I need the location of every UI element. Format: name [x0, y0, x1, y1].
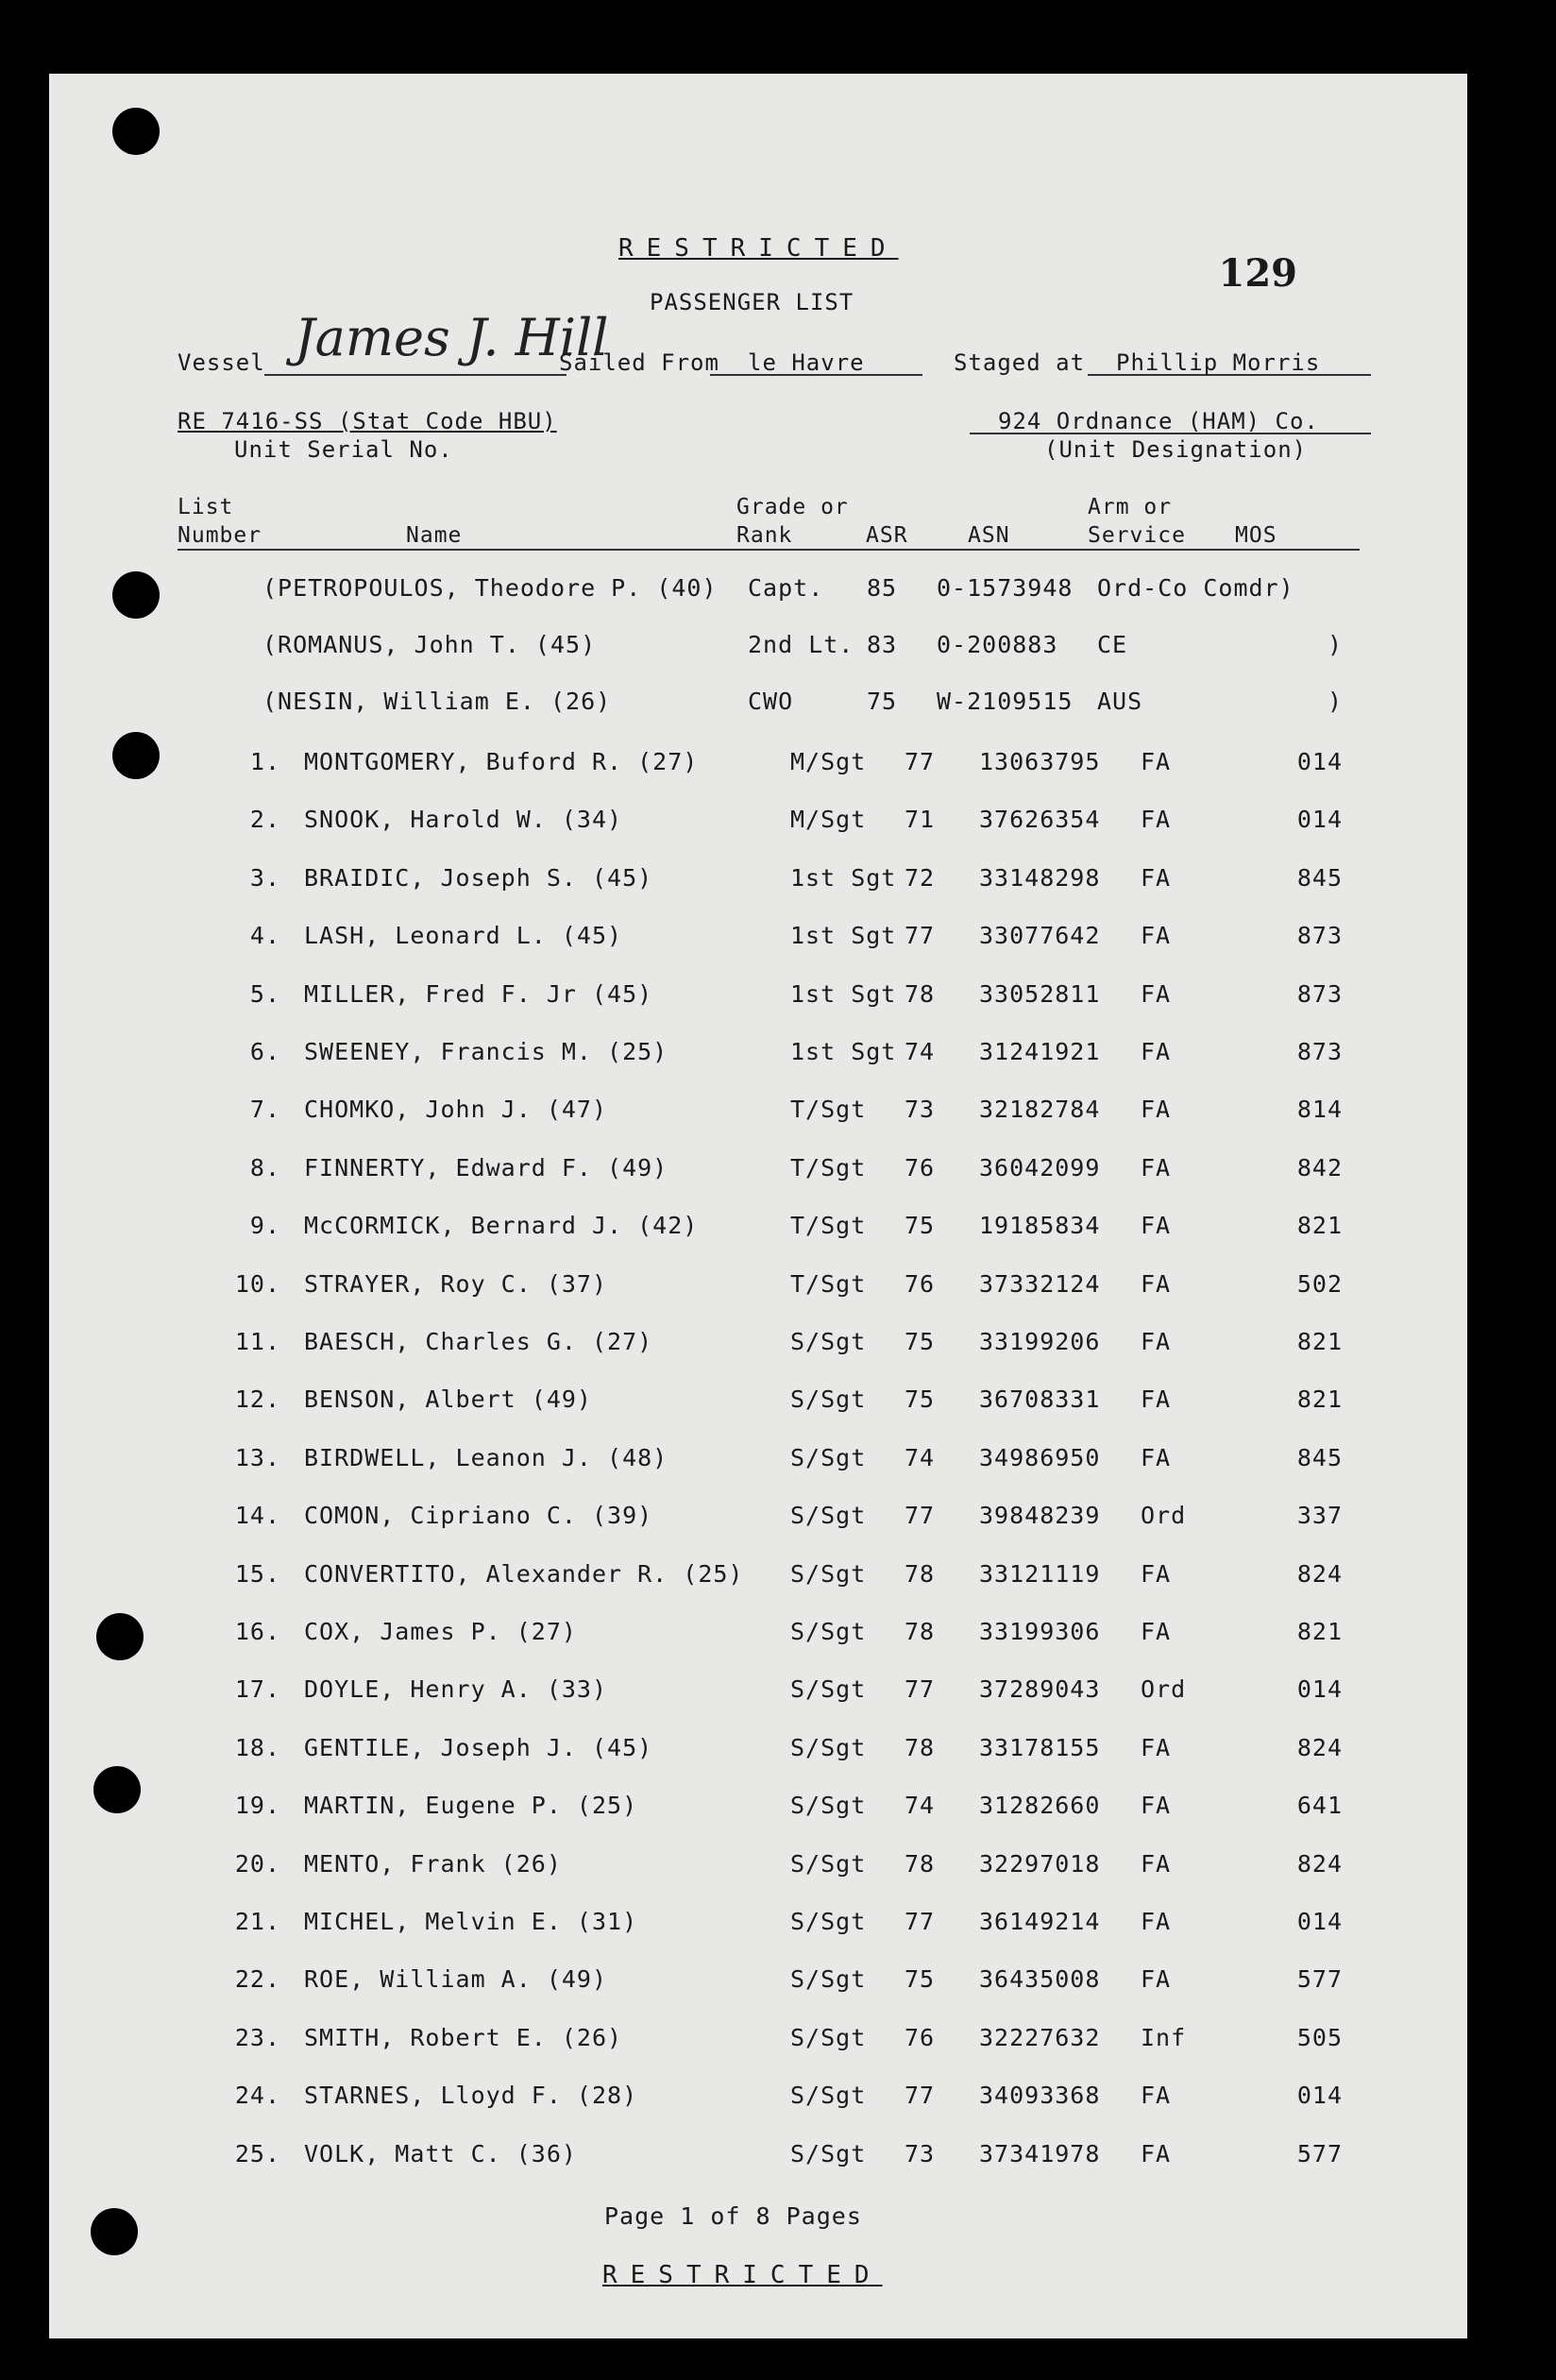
col-mos: MOS [1235, 523, 1277, 548]
grade: 1st Sgt [790, 922, 897, 950]
passenger-name: BIRDWELL, Leanon J. (48) [304, 1443, 668, 1471]
asn: 36708331 [979, 1386, 1101, 1414]
arm-service: FA [1141, 922, 1172, 950]
list-number: 19. [234, 1792, 280, 1820]
mos: 873 [1296, 979, 1343, 1008]
sailed-from-value: le Havre [748, 349, 865, 376]
asn: 37289043 [979, 1675, 1101, 1704]
officer-name: (ROMANUS, John T. (45) [262, 631, 597, 658]
mos: 821 [1296, 1328, 1343, 1355]
officer-asr: 83 [867, 631, 898, 658]
grade: M/Sgt [790, 748, 867, 775]
passenger-name: FINNERTY, Edward F. (49) [304, 1153, 668, 1182]
grade: T/Sgt [790, 1096, 867, 1124]
asr: 73 [905, 2139, 936, 2168]
asr: 73 [905, 1096, 936, 1124]
document-title: PASSENGER LIST [650, 289, 854, 315]
list-number: 20. [234, 1849, 280, 1878]
list-number: 9. [249, 1212, 280, 1240]
mos: 821 [1296, 1212, 1343, 1240]
sailed-from-label: Sailed From [559, 349, 719, 376]
passenger-row [49, 1734, 1467, 1772]
col-arm-line2: Service [1088, 523, 1186, 548]
asr: 71 [905, 806, 936, 834]
asn: 31282660 [979, 1792, 1101, 1820]
passenger-name: CHOMKO, John J. (47) [304, 1096, 608, 1124]
vessel-label: Vessel [178, 349, 265, 376]
passenger-name: ROE, William A. (49) [304, 1965, 608, 1994]
arm-service: FA [1141, 1386, 1172, 1414]
passenger-name: VOLK, Matt C. (36) [304, 2139, 577, 2168]
passenger-name: COX, James P. (27) [304, 1618, 577, 1645]
passenger-row [49, 1965, 1467, 2003]
list-number: 15. [234, 1559, 280, 1588]
asr: 77 [905, 1502, 936, 1530]
asr: 76 [905, 1153, 936, 1182]
passenger-name: CONVERTITO, Alexander R. (25) [304, 1559, 744, 1588]
asn: 13063795 [979, 748, 1101, 775]
grade: 1st Sgt [790, 1038, 897, 1065]
passenger-name: STRAYER, Roy C. (37) [304, 1269, 608, 1298]
mos: 014 [1296, 1908, 1343, 1935]
officer-name: (NESIN, William E. (26) [262, 688, 612, 715]
grade: S/Sgt [790, 1908, 867, 1935]
arm-service: FA [1141, 1096, 1172, 1124]
asn: 32297018 [979, 1849, 1101, 1878]
passenger-row [49, 1270, 1467, 1308]
classification-footer: RESTRICTED [602, 2261, 883, 2289]
asr: 78 [905, 1733, 936, 1761]
passenger-name: MONTGOMERY, Buford R. (27) [304, 748, 699, 775]
page-count: Page 1 of 8 Pages [604, 2202, 862, 2230]
mos: 845 [1296, 863, 1343, 892]
vessel-name-handwritten: James J. Hill [295, 308, 609, 367]
col-asn: ASN [968, 523, 1010, 548]
list-number: 7. [249, 1096, 280, 1124]
staged-at-value: Phillip Morris [1116, 349, 1321, 376]
officer-asr: 85 [867, 574, 898, 602]
vessel-underline [264, 374, 567, 376]
grade: S/Sgt [790, 1849, 867, 1878]
col-list-number-line2: Number [178, 523, 262, 548]
passenger-name: McCORMICK, Bernard J. (42) [304, 1212, 699, 1240]
arm-service: FA [1141, 2082, 1172, 2110]
arm-service: FA [1141, 1908, 1172, 1935]
list-number: 6. [249, 1038, 280, 1065]
arm-service: FA [1141, 979, 1172, 1008]
grade: S/Sgt [790, 2139, 867, 2168]
list-number: 14. [234, 1502, 280, 1530]
asn: 33178155 [979, 1733, 1101, 1761]
col-asr: ASR [866, 523, 908, 548]
asn: 32227632 [979, 2023, 1101, 2051]
asn: 36435008 [979, 1965, 1101, 1994]
asn: 33121119 [979, 1559, 1101, 1588]
officer-row [49, 631, 1467, 669]
asn: 37341978 [979, 2139, 1101, 2168]
officer-name: (PETROPOULOS, Theodore P. (40) [262, 574, 718, 602]
asr: 78 [905, 1849, 936, 1878]
grade: S/Sgt [790, 2082, 867, 2110]
grade: S/Sgt [790, 1502, 867, 1530]
asr: 74 [905, 1443, 936, 1471]
passenger-name: LASH, Leonard L. (45) [304, 922, 623, 950]
mos: 337 [1296, 1502, 1343, 1530]
grade: 1st Sgt [790, 979, 897, 1008]
grade: S/Sgt [790, 1965, 867, 1994]
asn: 37626354 [979, 806, 1101, 834]
asr: 77 [905, 748, 936, 775]
passenger-row [49, 1792, 1467, 1829]
arm-service: Inf [1141, 2023, 1187, 2051]
document-page [49, 74, 1467, 2338]
mos: 821 [1296, 1618, 1343, 1645]
grade: S/Sgt [790, 1443, 867, 1471]
passenger-name: BAESCH, Charles G. (27) [304, 1328, 653, 1355]
officer-row [49, 688, 1467, 725]
passenger-row [49, 922, 1467, 960]
asr: 77 [905, 922, 936, 950]
mos: 641 [1296, 1792, 1343, 1820]
list-number: 1. [249, 748, 280, 775]
col-grade-line1: Grade or [736, 495, 849, 519]
passenger-row [49, 1096, 1467, 1133]
arm-service: FA [1141, 748, 1172, 775]
grade: S/Sgt [790, 1733, 867, 1761]
arm-service: FA [1141, 1559, 1172, 1588]
passenger-row [49, 1386, 1467, 1423]
arm-service: FA [1141, 1212, 1172, 1240]
asr: 77 [905, 1675, 936, 1704]
list-number: 12. [234, 1386, 280, 1414]
passenger-row [49, 980, 1467, 1018]
passenger-row [49, 864, 1467, 902]
asn: 19185834 [979, 1212, 1101, 1240]
asn: 33199306 [979, 1618, 1101, 1645]
passenger-row [49, 1675, 1467, 1713]
arm-service: Ord [1141, 1675, 1187, 1704]
passenger-name: BRAIDIC, Joseph S. (45) [304, 863, 653, 892]
arm-service: Ord [1141, 1502, 1187, 1530]
mos: 505 [1296, 2023, 1343, 2051]
list-number: 23. [234, 2023, 280, 2051]
passenger-name: MICHEL, Melvin E. (31) [304, 1908, 638, 1935]
officer-arm: Ord-Co Comdr) [1097, 574, 1294, 602]
asr: 78 [905, 1559, 936, 1588]
grade: T/Sgt [790, 1212, 867, 1240]
passenger-name: DOYLE, Henry A. (33) [304, 1675, 608, 1704]
officer-asn: W-2109515 [937, 688, 1074, 715]
asr: 75 [905, 1965, 936, 1994]
staged-at-label: Staged at [954, 349, 1086, 376]
asr: 78 [905, 1618, 936, 1645]
arm-service: FA [1141, 863, 1172, 892]
arm-service: FA [1141, 1792, 1172, 1820]
grade: S/Sgt [790, 1559, 867, 1588]
passenger-row [49, 1038, 1467, 1076]
passenger-name: MILLER, Fred F. Jr (45) [304, 979, 653, 1008]
officer-row [49, 574, 1467, 612]
list-number: 11. [234, 1328, 280, 1355]
officer-grade: CWO [748, 688, 794, 715]
asn: 37332124 [979, 1269, 1101, 1298]
passenger-row [49, 1444, 1467, 1482]
passenger-row [49, 1212, 1467, 1250]
asr: 75 [905, 1212, 936, 1240]
passenger-row [49, 2140, 1467, 2178]
asr: 76 [905, 1269, 936, 1298]
list-number: 16. [234, 1618, 280, 1645]
passenger-name: COMON, Cipriano C. (39) [304, 1502, 653, 1530]
mos: 873 [1296, 922, 1343, 950]
mos: 014 [1296, 2082, 1343, 2110]
asn: 39848239 [979, 1502, 1101, 1530]
punch-hole [91, 2208, 138, 2255]
asr: 75 [905, 1328, 936, 1355]
officer-grade: 2nd Lt. [748, 631, 854, 658]
passenger-row [49, 1154, 1467, 1192]
classification-header: RESTRICTED [618, 234, 899, 263]
passenger-row [49, 1560, 1467, 1598]
col-name: Name [406, 523, 463, 548]
asr: 76 [905, 2023, 936, 2051]
grade: T/Sgt [790, 1153, 867, 1182]
list-number: 8. [249, 1153, 280, 1182]
passenger-name: GENTILE, Joseph J. (45) [304, 1733, 653, 1761]
officer-grade: Capt. [748, 574, 824, 602]
passenger-row [49, 2082, 1467, 2119]
mos: 824 [1296, 1733, 1343, 1761]
col-list-number-line1: List [178, 495, 234, 519]
arm-service: FA [1141, 1269, 1172, 1298]
list-number: 24. [234, 2082, 280, 2110]
passenger-name: MARTIN, Eugene P. (25) [304, 1792, 638, 1820]
arm-service: FA [1141, 1328, 1172, 1355]
list-number: 3. [249, 863, 280, 892]
arm-service: FA [1141, 2139, 1172, 2168]
asr: 78 [905, 979, 936, 1008]
mos: 824 [1296, 1559, 1343, 1588]
mos: 502 [1296, 1269, 1343, 1298]
list-number: 21. [234, 1908, 280, 1935]
passenger-name: MENTO, Frank (26) [304, 1849, 562, 1878]
list-number: 2. [249, 806, 280, 834]
grade: S/Sgt [790, 1792, 867, 1820]
col-arm-line1: Arm or [1088, 495, 1173, 519]
passenger-name: BENSON, Albert (49) [304, 1386, 592, 1414]
passenger-row [49, 1328, 1467, 1366]
asr: 77 [905, 2082, 936, 2110]
asn: 31241921 [979, 1038, 1101, 1065]
arm-service: FA [1141, 1733, 1172, 1761]
grade: M/Sgt [790, 806, 867, 834]
asn: 32182784 [979, 1096, 1101, 1124]
asn: 33199206 [979, 1328, 1101, 1355]
arm-service: FA [1141, 1038, 1172, 1065]
passenger-name: SMITH, Robert E. (26) [304, 2023, 623, 2051]
grade: S/Sgt [790, 1386, 867, 1414]
unit-serial-label: Unit Serial No. [234, 436, 453, 463]
officer-asr: 75 [867, 688, 898, 715]
officer-asn: 0-200883 [937, 631, 1058, 658]
asr: 74 [905, 1038, 936, 1065]
unit-designation: 924 Ordnance (HAM) Co. [998, 408, 1319, 434]
list-number: 4. [249, 922, 280, 950]
list-number: 22. [234, 1965, 280, 1994]
grade: S/Sgt [790, 1675, 867, 1704]
mos: 014 [1296, 806, 1343, 834]
unit-designation-label: (Unit Designation) [1044, 436, 1308, 463]
passenger-row [49, 2024, 1467, 2062]
unit-serial-number: RE 7416-SS (Stat Code HBU) [178, 408, 557, 434]
arm-service: FA [1141, 1965, 1172, 1994]
passenger-name: STARNES, Lloyd F. (28) [304, 2082, 638, 2110]
punch-hole [112, 108, 160, 155]
officer-asn: 0-1573948 [937, 574, 1074, 602]
asn: 34986950 [979, 1443, 1101, 1471]
passenger-row [49, 1502, 1467, 1539]
passenger-row [49, 806, 1467, 843]
mos: 824 [1296, 1849, 1343, 1878]
list-number: 10. [234, 1269, 280, 1298]
list-number: 25. [234, 2139, 280, 2168]
mos: 842 [1296, 1153, 1343, 1182]
mos: 845 [1296, 1443, 1343, 1471]
asn: 36149214 [979, 1908, 1101, 1935]
officer-mos: ) [1327, 631, 1343, 658]
passenger-row [49, 1908, 1467, 1946]
mos: 814 [1296, 1096, 1343, 1124]
page-mark: 129 [1218, 251, 1297, 296]
asn: 33052811 [979, 979, 1101, 1008]
passenger-name: SWEENEY, Francis M. (25) [304, 1038, 668, 1065]
asr: 77 [905, 1908, 936, 1935]
grade: S/Sgt [790, 1618, 867, 1645]
grade: S/Sgt [790, 2023, 867, 2051]
list-number: 17. [234, 1675, 280, 1704]
list-number: 13. [234, 1443, 280, 1471]
arm-service: FA [1141, 1443, 1172, 1471]
asn: 33077642 [979, 922, 1101, 950]
arm-service: FA [1141, 1618, 1172, 1645]
asn: 33148298 [979, 863, 1101, 892]
grade: S/Sgt [790, 1328, 867, 1355]
arm-service: FA [1141, 1849, 1172, 1878]
asn: 34093368 [979, 2082, 1101, 2110]
mos: 014 [1296, 1675, 1343, 1704]
officer-arm: AUS [1097, 688, 1143, 715]
passenger-name: SNOOK, Harold W. (34) [304, 806, 623, 834]
passenger-row [49, 748, 1467, 786]
list-number: 5. [249, 979, 280, 1008]
list-number: 18. [234, 1733, 280, 1761]
col-grade-line2: Rank [736, 523, 793, 548]
asr: 72 [905, 863, 936, 892]
mos: 014 [1296, 748, 1343, 775]
asn: 36042099 [979, 1153, 1101, 1182]
header-rule [178, 549, 1360, 551]
mos: 821 [1296, 1386, 1343, 1414]
passenger-row [49, 1618, 1467, 1656]
mos: 577 [1296, 2139, 1343, 2168]
officer-arm: CE [1097, 631, 1128, 658]
arm-service: FA [1141, 806, 1172, 834]
mos: 873 [1296, 1038, 1343, 1065]
mos: 577 [1296, 1965, 1343, 1994]
grade: T/Sgt [790, 1269, 867, 1298]
passenger-row [49, 1850, 1467, 1888]
officer-mos: ) [1327, 688, 1343, 715]
asr: 75 [905, 1386, 936, 1414]
grade: 1st Sgt [790, 863, 897, 892]
arm-service: FA [1141, 1153, 1172, 1182]
asr: 74 [905, 1792, 936, 1820]
